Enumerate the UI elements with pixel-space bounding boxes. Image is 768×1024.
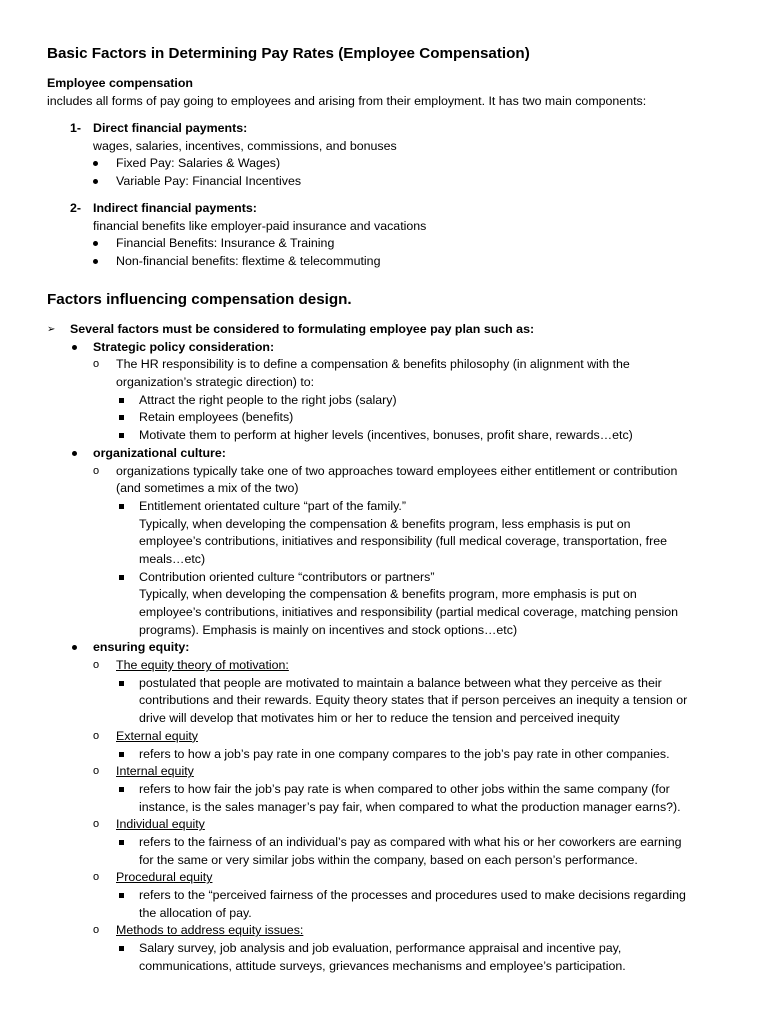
square-bullet xyxy=(119,840,124,845)
page-title: Basic Factors in Determining Pay Rates (Employee Compensation) xyxy=(47,45,530,62)
circle-bullet-icon: o xyxy=(93,729,100,742)
square-bullet xyxy=(119,398,124,403)
document-page: Basic Factors in Determining Pay Rates (Employee Compensation) Employee compensation includes all forms of pay going to employees and arising from their employment. It has two main components: 1- Direct financial payments: wages, salaries, incentives, commissions, and bonuses Fixed Pay: Salaries & Wages) Variable Pay: Financial Incentives 2- Indirect financial payments: financial benefits like employer-paid insurance and vacations Financial Benefits: Insurance & Training Non-financial benefits: flextime & telecommuting Factors influencing compensation design. ➢ Several factors must be considered to formulating employee pay plan such as: Strategic policy consideration: o The HR responsibility is to define a compensation & benefits philosophy (in alignment with the organization’s strategic direction) to: Attract the right people to the right jobs (salary) Retain employees (benefits) Motivate them to perform at higher levels (incentives, bonuses, profit share, rewards…etc) organizational culture: o organizations typically take one of two approaches toward employees either entitlement or contribution (and sometimes a mix of the two) Entitlement orientated culture “part of the family.” Typically, when developing the compensation & benefits program, less emphasis is put on employee’s contributions, initiatives and responsibility (full medical coverage, transportation, free meals…etc) Contribution oriented culture “contributors or partners” Typically, when developing the compensation & benefits program, more emphasis is put on employee’s contributions, initiatives and responsibility (partial medical coverage, matching pension programs). Emphasis is mainly on incentives and stock options…etc) ensuring equity: o The equity theory of motivation: postulated that people are motivated to maintain a balance between what they perceive as their contributions and their rewards. Equity theory states that if person perceives an inequity a tension or drive will develop that motivates him or her to reduce the tension and perceived inequity o External equity refers to how a job’s pay rate in one company compares to the job’s pay rate in other companies. o Internal equity refers to how fair the job’s pay rate is when compared to other jobs within the same company (for instance, is the sales manager’s pay fair, when compared to what the production manager earns?). o Individual equity refers to the fairness of an individual’s pay as compared with what his or her coworkers are earning for the same or very similar jobs within the company, based on each person’s performance. o Procedural equity refers to the “perceived fairness of the processes and procedures used to make decisions regarding the allocation of pay. o Methods to address equity issues: Salary survey, job analysis and job evaluation, performance appraisal and incentive pay, communications, attitude surveys, grievances mechanisms and employee’s participation. xyxy=(47,45,688,973)
square-bullet xyxy=(119,504,124,509)
list-item: Fixed Pay: Salaries & Wages) xyxy=(70,155,397,173)
list-item: Financial Benefits: Insurance & Training xyxy=(70,235,426,253)
bullet-dot xyxy=(93,161,98,166)
item-description: financial benefits like employer-paid insurance and vacations xyxy=(93,218,427,233)
item-title: Indirect financial payments: xyxy=(93,201,257,215)
section-heading-factors: Factors influencing compensation design. xyxy=(47,291,352,308)
bullet-dot xyxy=(72,451,77,456)
circle-bullet-icon: o xyxy=(93,358,100,371)
employee-compensation-section xyxy=(47,75,646,110)
item-title: Direct financial payments: xyxy=(93,121,248,135)
square-bullet xyxy=(119,681,124,686)
circle-bullet-icon: o xyxy=(93,659,100,672)
circle-bullet-icon: o xyxy=(93,818,100,831)
bullet-dot xyxy=(93,259,98,264)
circle-bullet-icon: o xyxy=(93,464,100,477)
circle-bullet-icon: o xyxy=(93,871,100,884)
item-description: wages, salaries, incentives, commissions, and bonuses xyxy=(93,138,397,153)
square-bullet xyxy=(119,893,124,898)
square-bullet xyxy=(119,946,124,951)
circle-bullet-icon: o xyxy=(93,765,100,778)
bullet-dot xyxy=(72,645,77,650)
list-item: Non-financial benefits: flextime & telecommuting xyxy=(70,253,426,271)
bullet-dot xyxy=(93,241,98,246)
square-bullet xyxy=(119,575,124,580)
list-item: Variable Pay: Financial Incentives xyxy=(70,173,397,191)
square-bullet xyxy=(119,415,124,420)
employee-compensation-intro: includes all forms of pay going to employees and arising from their employment. It has two main components: xyxy=(47,93,647,108)
square-bullet xyxy=(119,787,124,792)
item-number: 1- xyxy=(70,121,82,135)
compensation-item-direct xyxy=(70,120,397,191)
employee-compensation-heading: Employee compensation xyxy=(47,76,193,90)
circle-bullet-icon: o xyxy=(93,924,100,937)
bullet-dot xyxy=(93,179,98,184)
square-bullet xyxy=(119,433,124,438)
bullet-dot xyxy=(72,345,77,350)
item-number: 2- xyxy=(70,201,82,215)
square-bullet xyxy=(119,752,124,757)
compensation-item-indirect xyxy=(70,200,426,271)
arrow-bullet-icon: ➢ xyxy=(47,324,56,335)
